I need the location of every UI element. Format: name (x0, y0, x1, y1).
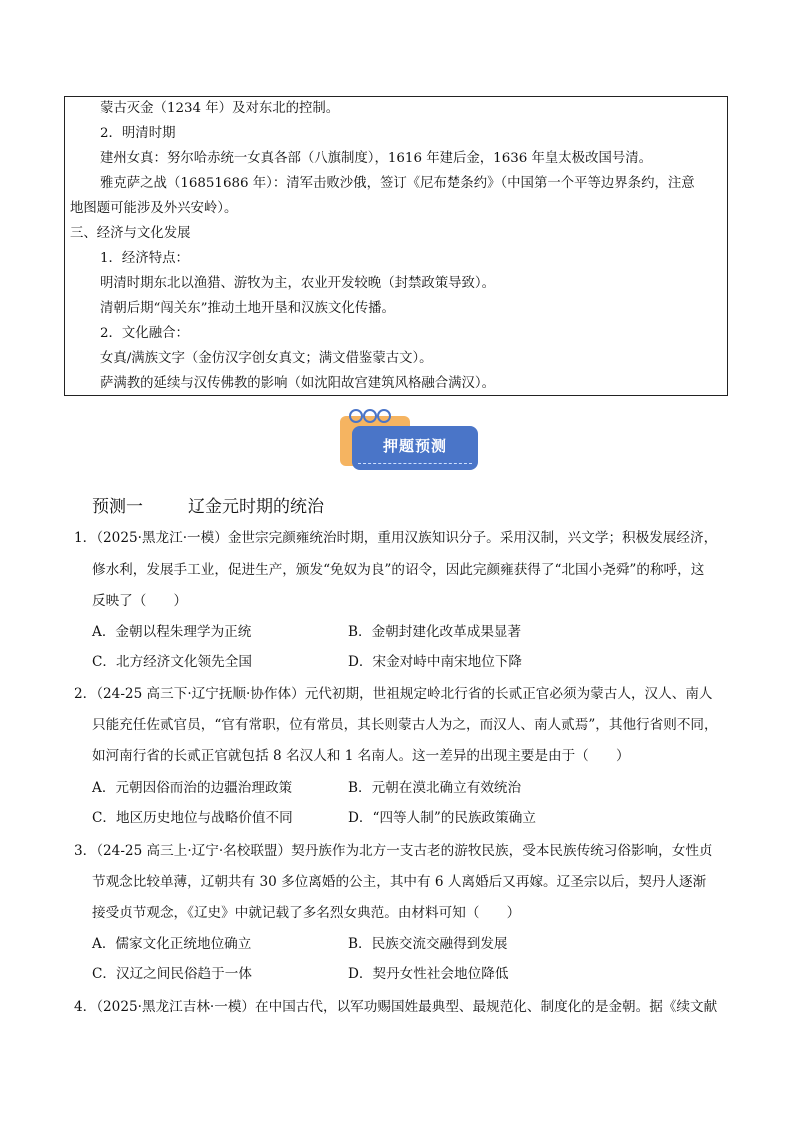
notes-line: 2．文化融合： (100, 326, 189, 341)
option-a[interactable]: A．元朝因俗而治的边疆治理政策 (92, 780, 293, 796)
section-label: 预测一 (92, 497, 143, 517)
option-b[interactable]: B．民族交流交融得到发展 (348, 936, 508, 952)
notes-line: 萨满教的延续与汉传佛教的影响（如沈阳故宫建筑风格融合满汉）。 (100, 376, 496, 391)
option-c[interactable]: C．北方经济文化领先全国 (92, 654, 252, 670)
section-title: 辽金元时期的统治 (188, 497, 324, 517)
option-b[interactable]: B．金朝封建化改革成果显著 (348, 624, 522, 640)
option-c[interactable]: C．汉辽之间民俗趋于一体 (92, 966, 252, 982)
notes-line: 2．明清时期 (100, 126, 176, 141)
option-d[interactable]: D．“四等人制”的民族政策确立 (348, 810, 536, 826)
notes-line: 清朝后期“闯关东”推动土地开垦和汉族文化传播。 (100, 301, 395, 316)
notes-line: 女真/满族文字（金仿汉字创女真文；满文借鉴蒙古文）。 (100, 351, 433, 366)
notes-line: 雅克萨之战（16851686 年）：清军击败沙俄，签订《尼布楚条约》（中国第一个平等边界条约，注意 (100, 176, 695, 191)
question-3-line: 接受贞节观念，《辽史》中就记载了多名烈女典范。由材料可知（ ） (92, 905, 521, 921)
question-2-line: 如河南行省的长贰正官就包括 8 名汉人和 1 名南人。这一差异的出现主要是由于（ ） (92, 748, 630, 764)
notes-line: 地图题可能涉及外兴安岭）。 (70, 201, 238, 216)
question-1-line: 修水利，发展手工业，促进生产，颁发“免奴为良”的诏令，因此完颜雍获得了“北国小尧舜”的称呼，这 (92, 562, 705, 578)
notes-line: 建州女真：努尔哈赤统一女真各部（八旗制度），1616 年建后金，1636 年皇太极改国号清。 (100, 151, 653, 166)
notes-line: 明清时期东北以渔猎、游牧为主，农业开发较晚（封禁政策导致）。 (100, 276, 496, 291)
question-4-line: 4．（2025·黑龙江吉林·一模）在中国古代，以军功赐国姓最典型、最规范化、制度化的是金朝。据《续文献 (74, 999, 718, 1015)
option-d[interactable]: D．宋金对峙中南宋地位下降 (348, 654, 523, 670)
question-1-line: 反映了（ ） (92, 593, 188, 609)
notes-heading: 三、经济与文化发展 (70, 226, 191, 241)
question-1-line: 1．（2025·黑龙江·一模）金世宗完颜雍统治时期，重用汉族知识分子。采用汉制，兴文学；积极发展经济， (74, 530, 718, 546)
section-banner (336, 404, 480, 476)
option-d[interactable]: D．契丹女性社会地位降低 (348, 966, 509, 982)
section-heading (92, 492, 324, 517)
question-2-line: 2．（24-25 高三下·辽宁抚顺·协作体）元代初期，世祖规定岭北行省的长贰正官必须为蒙古人，汉人、南人 (74, 686, 713, 702)
option-a[interactable]: A．儒家文化正统地位确立 (92, 936, 252, 952)
option-c[interactable]: C．地区历史地位与战略价值不同 (92, 810, 293, 826)
question-3-line: 节观念比较单薄，辽朝共有 30 多位离婚的公主，其中有 6 人离婚后又再嫁。辽圣宗以后，契丹人逐渐 (92, 874, 707, 890)
spiral-rings-icon (348, 406, 408, 426)
notes-line: 1．经济特点： (100, 251, 189, 266)
banner-title: 押题预测 (382, 437, 447, 455)
notes-line: 蒙古灭金（1234 年）及对东北的控制。 (100, 101, 340, 116)
question-3-line: 3．（24-25 高三上·辽宁·名校联盟）契丹族作为北方一支古老的游牧民族，受本民族传统习俗影响，女性贞 (74, 843, 713, 859)
option-a[interactable]: A．金朝以程朱理学为正统 (92, 624, 252, 640)
question-2-line: 只能充任佐贰官员，“官有常职，位有常员，其长则蒙古人为之，而汉人、南人贰焉”，其他行省则不同， (92, 717, 718, 733)
option-b[interactable]: B．元朝在漠北确立有效统治 (348, 780, 522, 796)
